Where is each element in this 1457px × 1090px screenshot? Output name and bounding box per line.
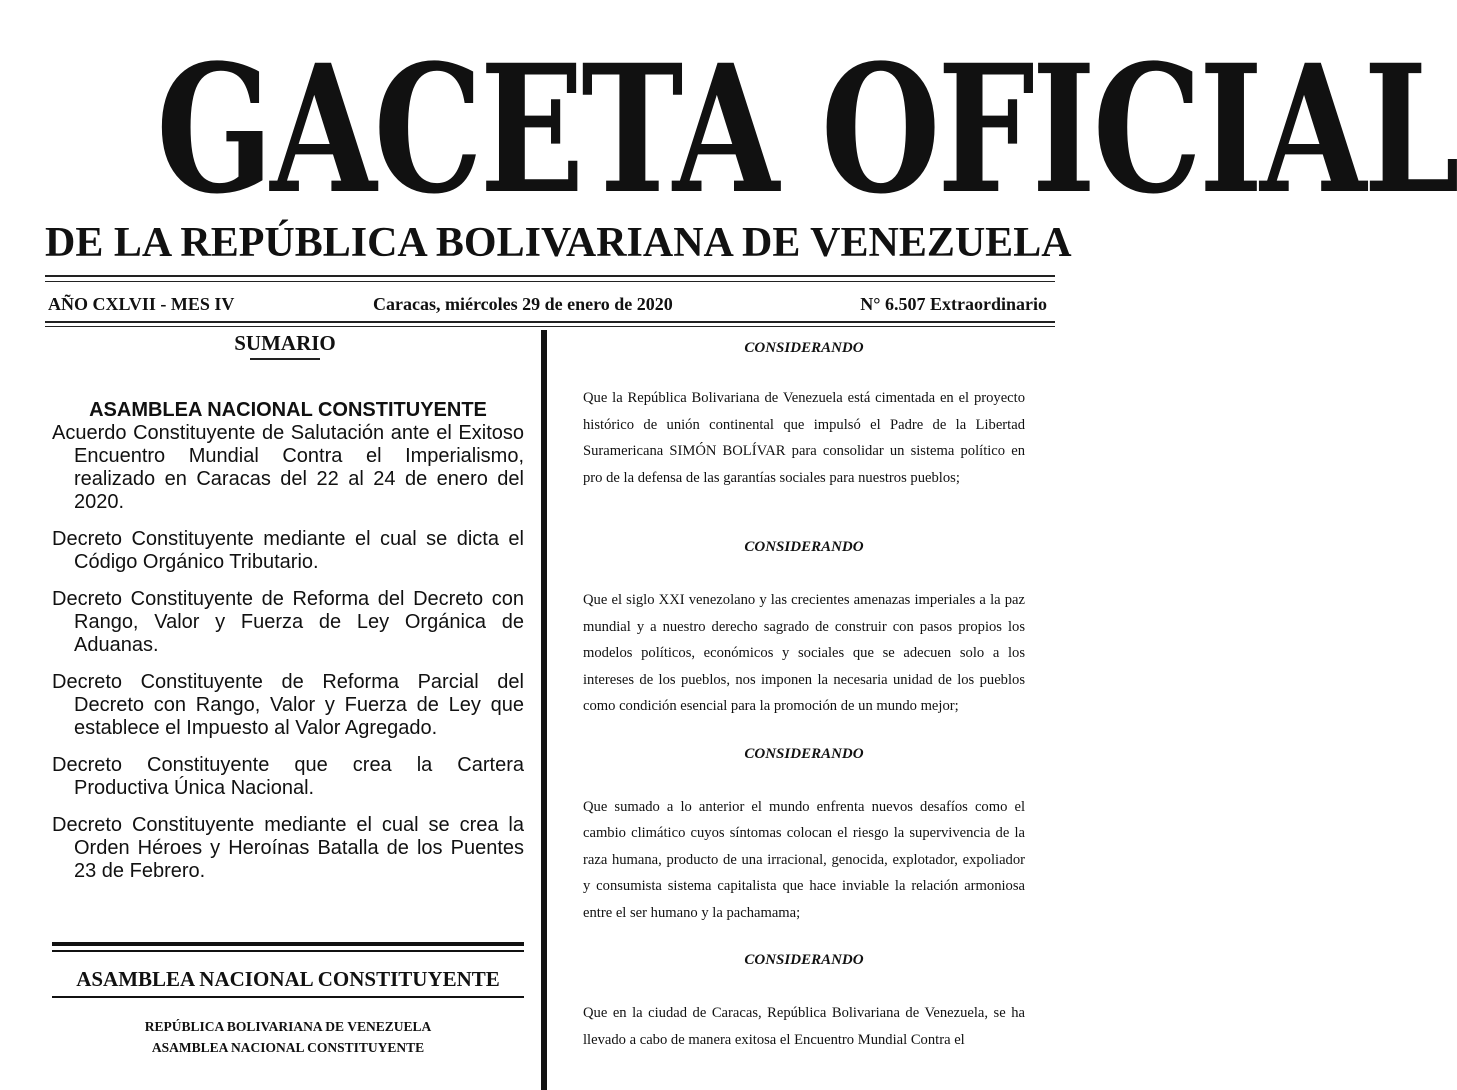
- place-date: Caracas, miércoles 29 de enero de 2020: [373, 294, 673, 314]
- issue-number: N° 6.507 Extraordinario: [860, 294, 1047, 314]
- header-rule-bottom: [45, 321, 1055, 323]
- summary-entry: Decreto Constituyente de Reforma Parcial del Decreto con Rango, Valor y Fuerza de Ley que establece el Impuesto al Valor Agregado.: [52, 671, 524, 739]
- section-rule-top-2: [52, 950, 524, 952]
- summary-entry: Decreto Constituyente que crea la Cartera Productiva Única Nacional.: [52, 754, 524, 799]
- section-rule-bottom: [52, 996, 524, 998]
- year-month: AÑO CXLVII - MES IV: [48, 294, 235, 314]
- considerando-text: Que la República Bolivariana de Venezuela está cimentada en el proyecto histórico de unión continental que impulsó el Padre de la Libertad Suramericana SIMÓN BOLÍVAR para consolidar un sistema político en pro de la defensa de las garantías sociales para nuestros pueblos;: [583, 390, 1025, 486]
- summary-entry: Decreto Constituyente mediante el cual se crea la Orden Héroes y Heroínas Batalla de los Puentes 23 de Febrero.: [52, 814, 524, 882]
- header-rule-top-2: [45, 281, 1055, 282]
- considerandos-column: [583, 338, 1025, 1053]
- header-rule-top: [45, 275, 1055, 277]
- masthead-title: GACETA OFICIAL: [156, 26, 1457, 233]
- considerando-text: Que el siglo XXI venezolano y las crecientes amenazas imperiales a la paz mundial y a nuestro derecho sagrado de construir con pasos propios los modelos políticos, económicos y sociales que se adecuen solo a los intereses de los pueblos, nos imponen la necesaria unidad de los pueblos como condición esencial para la promoción de un mundo mejor;: [583, 592, 1025, 714]
- summary-heading: SUMARIO: [234, 331, 336, 355]
- section-title: ASAMBLEA NACIONAL CONSTITUYENTE: [76, 967, 500, 991]
- summary-entry: Decreto Constituyente de Reforma del Decreto con Rango, Valor y Fuerza de Ley Orgánica de Aduanas.: [52, 588, 524, 656]
- considerando-heading: CONSIDERANDO: [744, 952, 864, 968]
- considerando-text: Que en la ciudad de Caracas, República Bolivariana de Venezuela, se ha llevado a cabo de manera exitosa el Encuentro Mundial Contra el: [583, 1005, 1025, 1048]
- summary-underline: [250, 358, 320, 360]
- considerando-heading: CONSIDERANDO: [744, 340, 864, 356]
- summary-list: [52, 422, 524, 897]
- header-rule-bottom-2: [45, 326, 1055, 327]
- section-signature: [52, 1016, 524, 1058]
- summary-entry: Acuerdo Constituyente de Salutación ante el Exitoso Encuentro Mundial Contra el Imperialismo, realizado en Caracas del 22 al 24 de enero del 2020.: [52, 422, 524, 513]
- column-divider: [541, 330, 547, 1090]
- signature-line-2: ASAMBLEA NACIONAL CONSTITUYENTE: [151, 1040, 425, 1055]
- considerando-heading: CONSIDERANDO: [744, 539, 864, 555]
- considerando-heading: CONSIDERANDO: [744, 745, 864, 762]
- signature-line-1: REPÚBLICA BOLIVARIANA DE VENEZUELA: [144, 1019, 432, 1034]
- summary-entry: Decreto Constituyente mediante el cual se dicta el Código Orgánico Tributario.: [52, 528, 524, 573]
- considerando-text: Que sumado a lo anterior el mundo enfrenta nuevos desafíos como el cambio climático cuyos síntomas colocan el riesgo la supervivencia de la raza humana, producto de una irracional, genocida, explotador, expoliador y consumista sistema capitalista que hace inviable la relación armoniosa entre el ser humano y la pachamama;: [583, 798, 1025, 921]
- summary-entity: ASAMBLEA NACIONAL CONSTITUYENTE: [89, 399, 487, 421]
- masthead-subtitle: DE LA REPÚBLICA BOLIVARIANA DE VENEZUELA: [45, 220, 1072, 266]
- section-rule-top: [52, 942, 524, 946]
